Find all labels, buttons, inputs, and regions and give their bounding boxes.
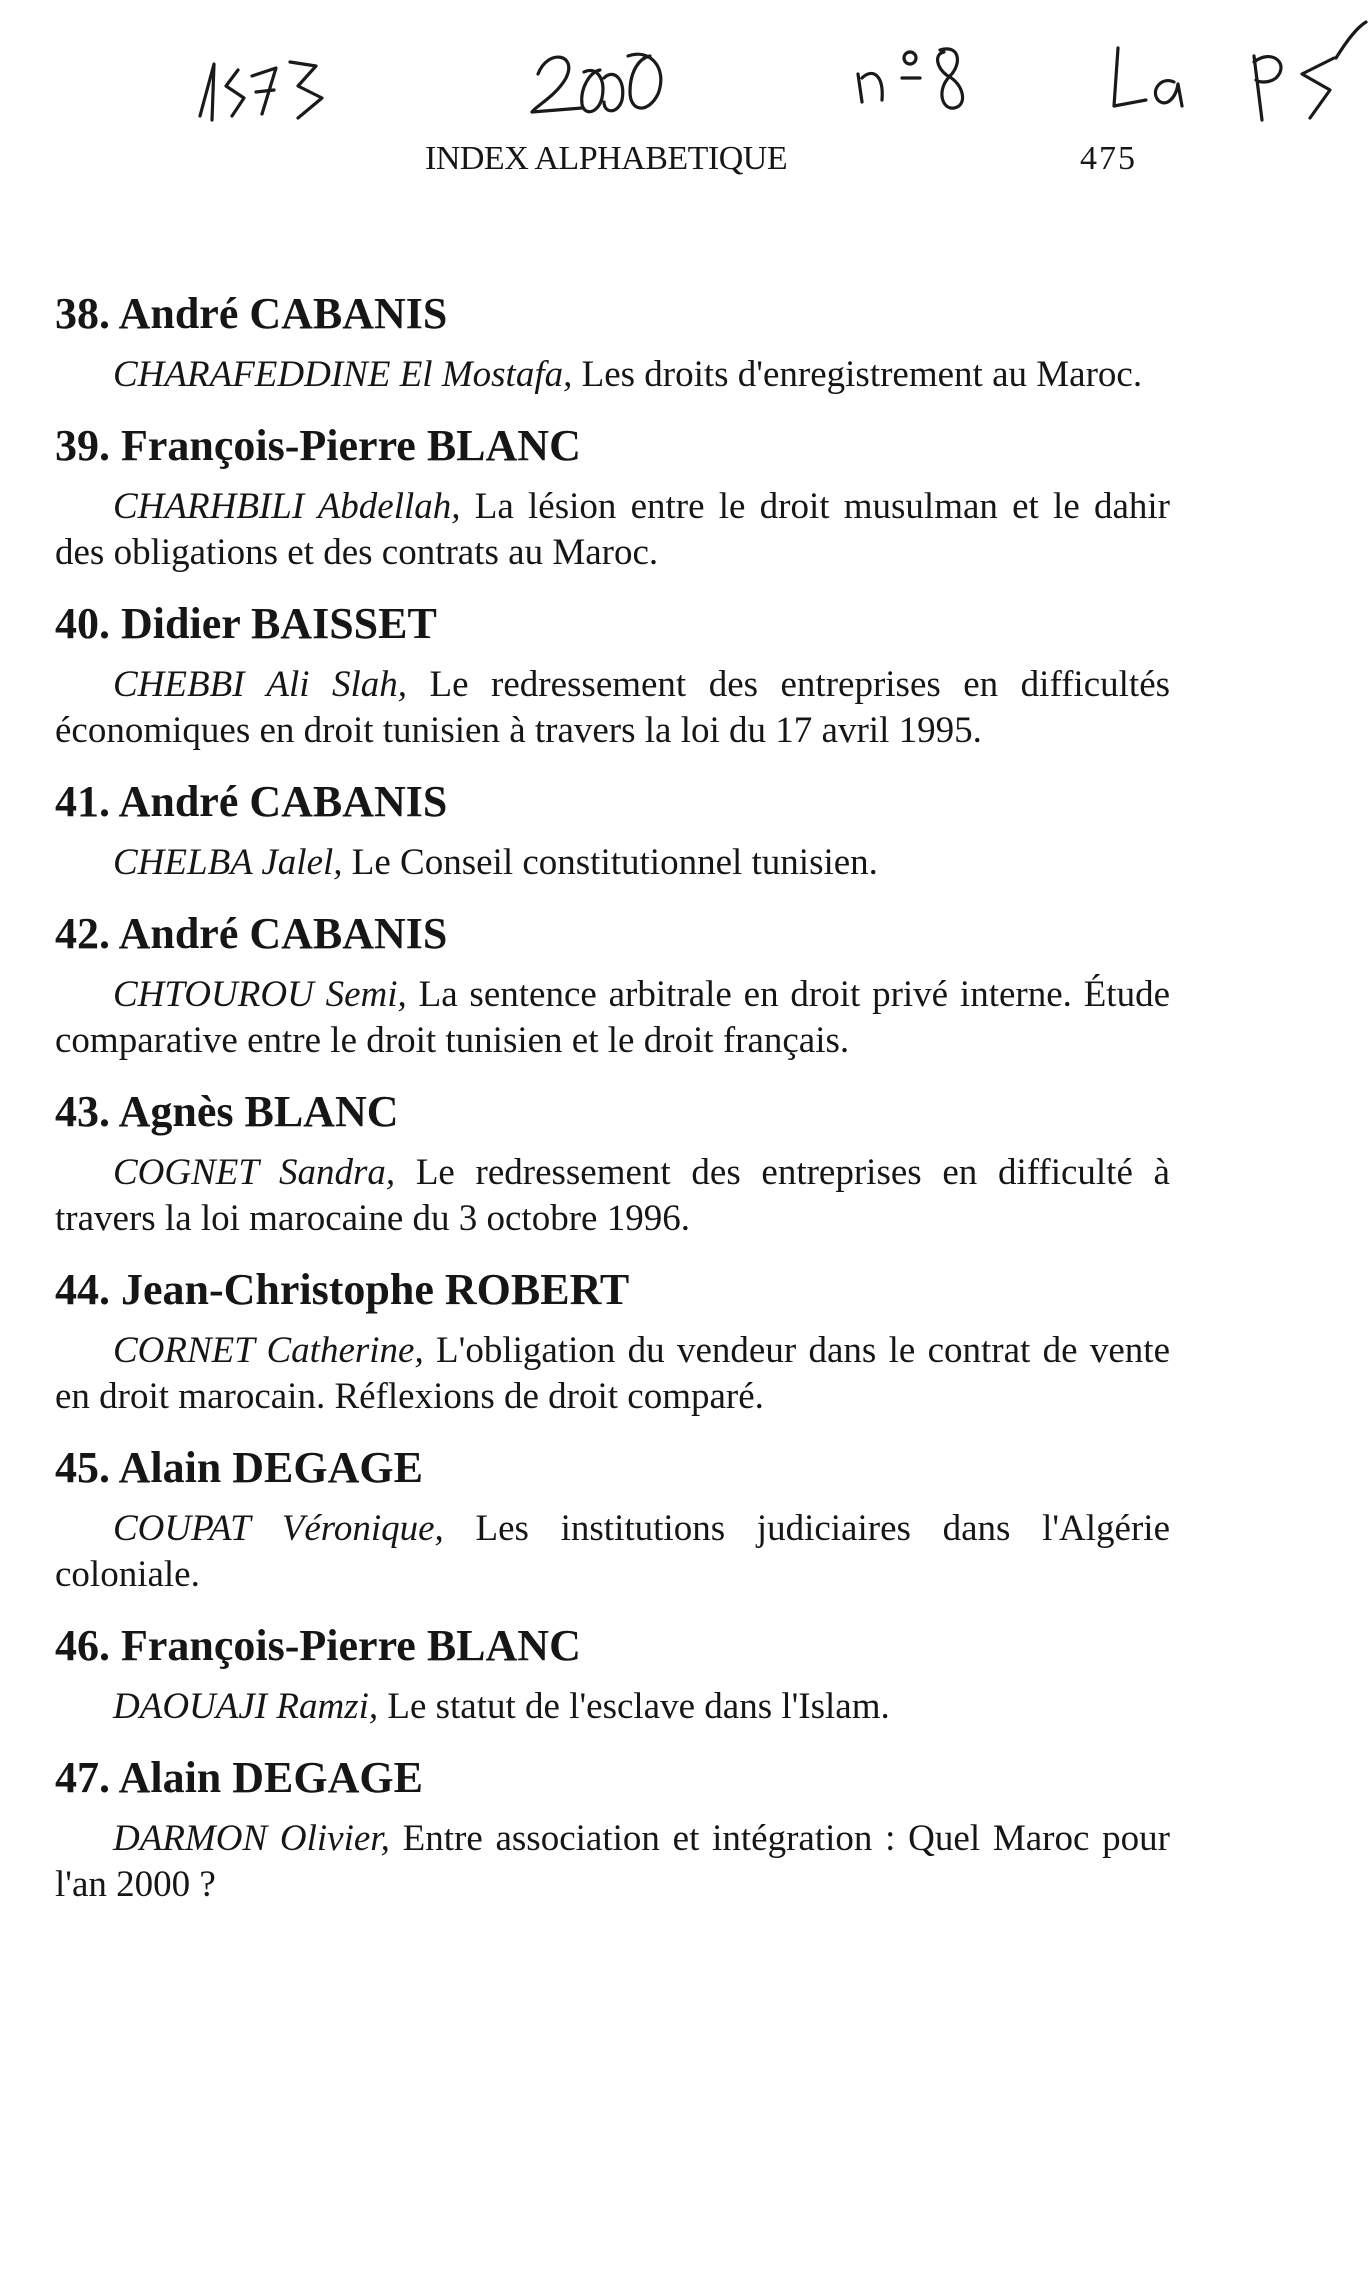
entry-text <box>55 840 1170 886</box>
index-entry <box>55 1620 1170 1730</box>
index-entry <box>55 908 1170 1064</box>
entry-author: CHELBA Jalel, <box>113 842 343 883</box>
entry-title: Le statut de l'esclave dans l'Islam. <box>378 1686 890 1727</box>
index-entry <box>55 598 1170 754</box>
entry-heading: 44. Jean-Christophe ROBERT <box>55 1265 630 1314</box>
entry-author: COGNET Sandra, <box>113 1152 396 1193</box>
entry-title: La lésion entre le droit musulman et le dahir des obligations et des contrats au Maroc. <box>55 486 1170 573</box>
running-header: INDEX ALPHABETIQUE <box>425 140 788 177</box>
entry-text <box>55 1684 1170 1730</box>
entry-title: Les institutions judiciaires dans l'Algérie coloniale. <box>55 1508 1171 1595</box>
entry-title: Le Conseil constitutionnel tunisien. <box>342 842 878 883</box>
entry-text <box>55 972 1170 1064</box>
page-number: 475 <box>1080 140 1137 177</box>
index-entry <box>55 1264 1170 1420</box>
entry-heading: 38. André CABANIS <box>55 289 448 338</box>
entry-title: Les droits d'enregistrement au Maroc. <box>572 354 1143 395</box>
index-entry <box>55 1086 1170 1242</box>
entry-text <box>55 1150 1170 1242</box>
entry-text <box>55 352 1170 398</box>
entry-author: CHTOUROU Semi, <box>113 974 407 1015</box>
index-entries <box>55 288 1170 1930</box>
entry-text <box>55 1816 1170 1908</box>
entry-author: DAOUAJI Ramzi, <box>113 1686 379 1727</box>
entry-text <box>55 662 1170 754</box>
entry-text <box>55 1506 1170 1598</box>
entry-heading: 43. Agnès BLANC <box>55 1087 399 1136</box>
entry-title: Entre association et intégration : Quel Maroc pour l'an 2000 ? <box>55 1818 1170 1905</box>
entry-heading: 41. André CABANIS <box>55 777 448 826</box>
index-entry <box>55 420 1170 576</box>
entry-heading: 42. André CABANIS <box>55 909 448 958</box>
entry-text <box>55 484 1170 576</box>
entry-author: CHARHBILI Abdellah, <box>113 486 461 527</box>
index-entry <box>55 1752 1170 1908</box>
entry-heading: 46. François-Pierre BLANC <box>55 1621 581 1670</box>
entry-title: Le redressement des entreprises en difficultés économiques en droit tunisien à travers la loi du 17 avril 1995. <box>55 664 1171 751</box>
entry-author: COUPAT Véronique, <box>113 1508 444 1549</box>
entry-author: CHARAFEDDINE El Mostafa, <box>113 354 573 395</box>
entry-author: CHEBBI Ali Slah, <box>113 664 408 705</box>
entry-author: CORNET Catherine, <box>113 1330 424 1371</box>
entry-heading: 47. Alain DEGAGE <box>55 1753 423 1802</box>
entry-text <box>55 1328 1170 1420</box>
entry-heading: 40. Didier BAISSET <box>55 599 437 648</box>
entry-title: L'obligation du vendeur dans le contrat de vente en droit marocain. Réflexions de droit comparé. <box>55 1330 1170 1417</box>
entry-heading: 39. François-Pierre BLANC <box>55 421 581 470</box>
index-entry <box>55 288 1170 398</box>
index-entry <box>55 776 1170 886</box>
entry-heading: 45. Alain DEGAGE <box>55 1443 423 1492</box>
entry-author: DARMON Olivier, <box>113 1818 390 1859</box>
entry-title: Le redressement des entreprises en difficulté à travers la loi marocaine du 3 octobre 1996. <box>55 1152 1170 1239</box>
entry-title: La sentence arbitrale en droit privé interne. Étude comparative entre le droit tunisien et le droit français. <box>55 974 1170 1061</box>
handwritten-annotation <box>0 18 1372 138</box>
index-entry <box>55 1442 1170 1598</box>
